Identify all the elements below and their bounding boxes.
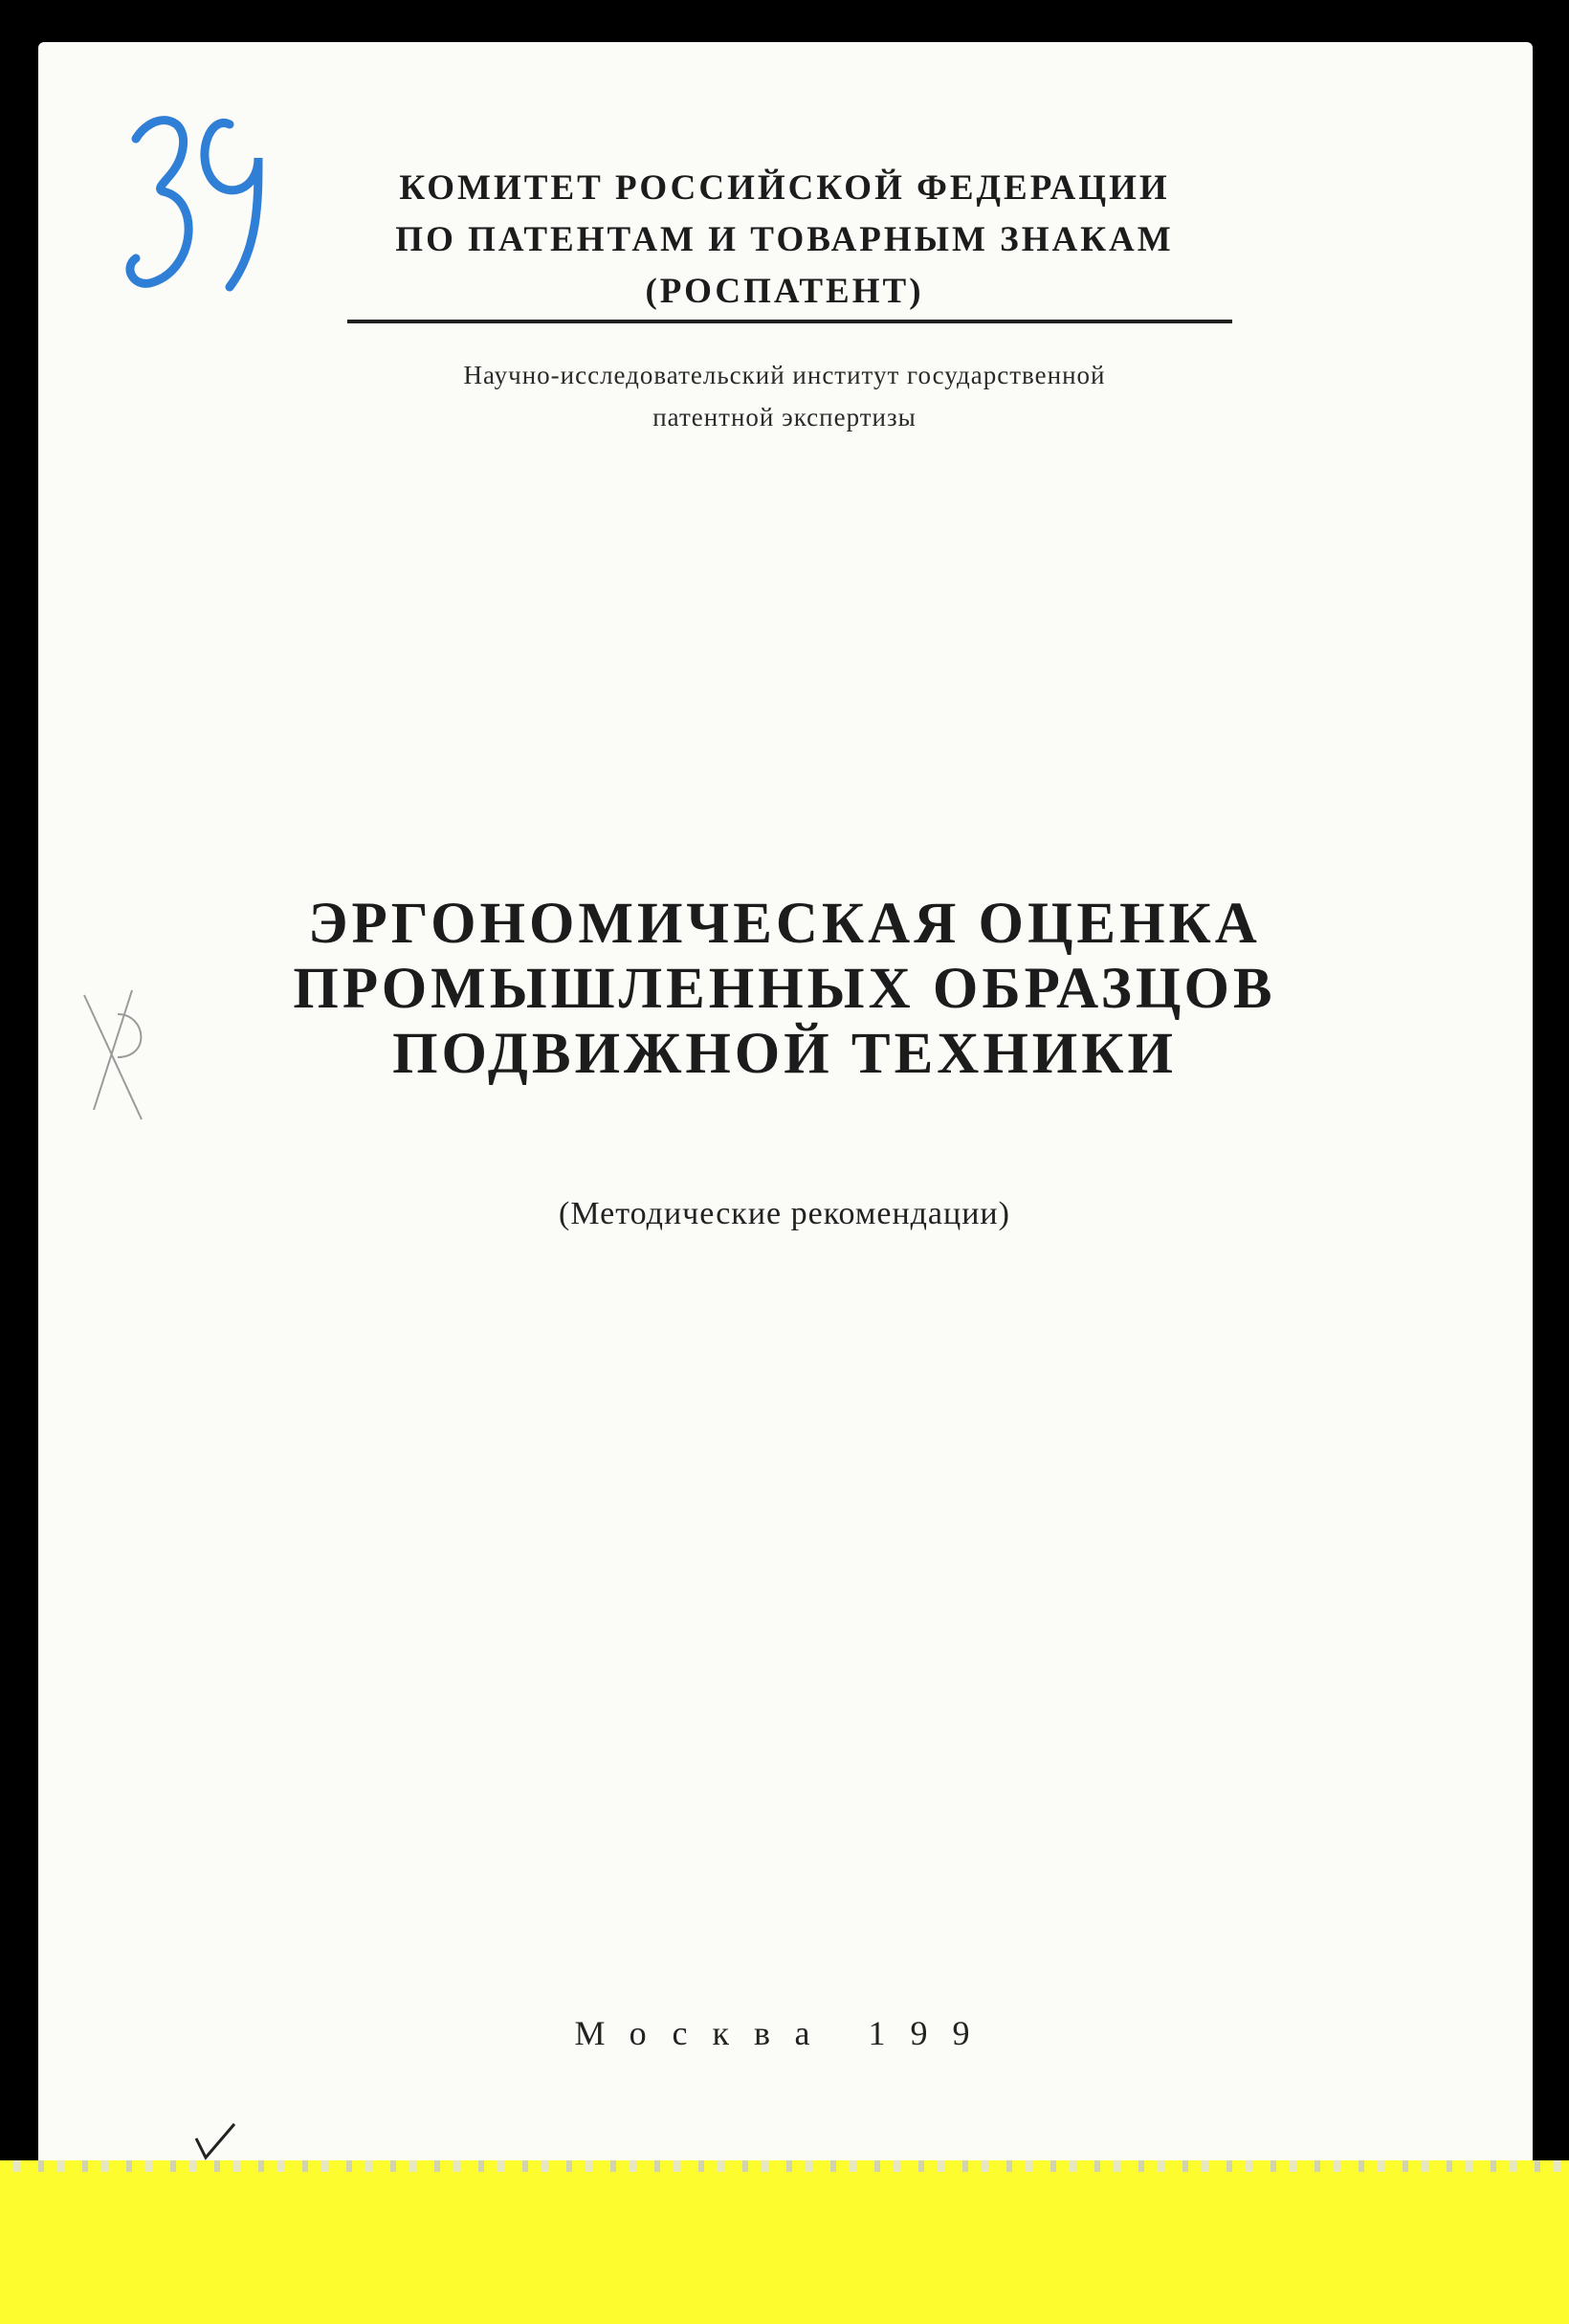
institute-block <box>0 354 1569 438</box>
title-line-1: ЭРГОНОМИЧЕСКАЯ ОЦЕНКА <box>308 892 1261 956</box>
header-divider <box>347 320 1232 323</box>
organization-line-3: (РОСПАТЕНТ) <box>645 272 924 311</box>
yellow-scan-stripe <box>0 2172 1569 2324</box>
institute-line-2: патентной экспертизы <box>652 403 917 432</box>
organization-block <box>0 163 1569 318</box>
document-title <box>0 892 1569 1087</box>
organization-line-1: КОМИТЕТ РОССИЙСКОЙ ФЕДЕРАЦИИ <box>399 168 1170 208</box>
publication-city-year: Москва 199 <box>574 2014 995 2052</box>
institute-line-1: Научно-исследовательский институт государственной <box>463 361 1106 389</box>
document-subtitle: (Методические рекомендации) <box>559 1196 1010 1231</box>
title-line-3: ПОДВИЖНОЙ ТЕХНИКИ <box>392 1022 1177 1086</box>
organization-line-2: ПО ПАТЕНТАМ И ТОВАРНЫМ ЗНАКАМ <box>395 220 1174 259</box>
title-line-2: ПРОМЫШЛЕННЫХ ОБРАЗЦОВ <box>293 957 1276 1021</box>
